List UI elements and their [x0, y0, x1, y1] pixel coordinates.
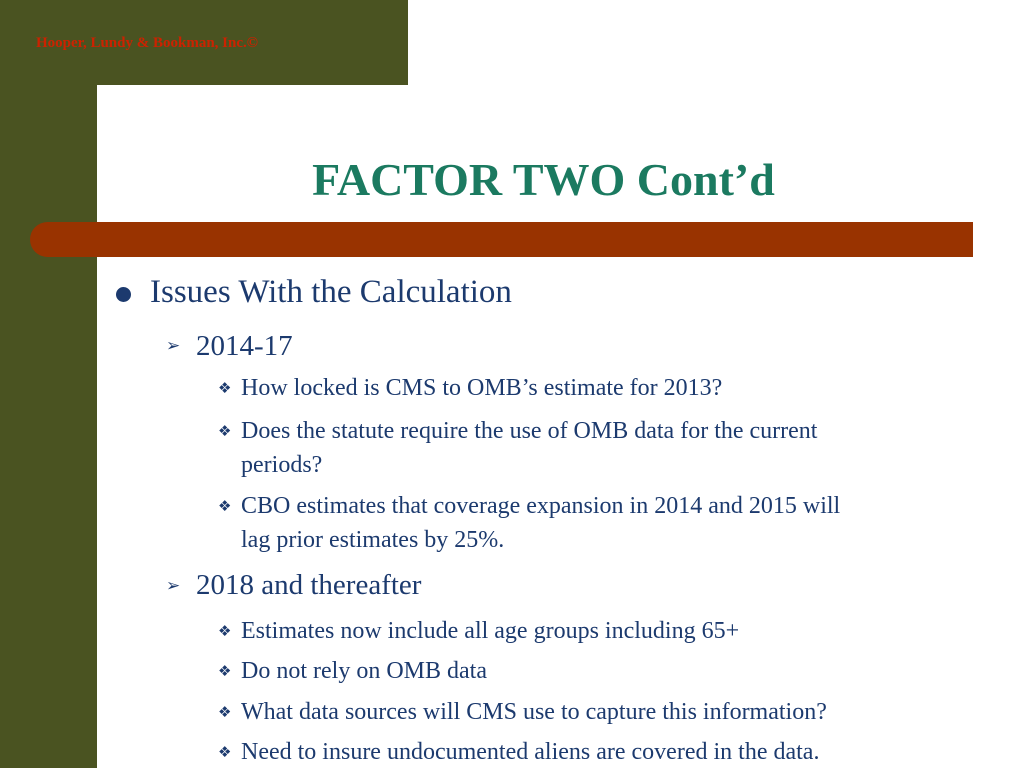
chevron-right-icon: ➢ [166, 336, 181, 356]
list-item: Do not rely on OMB data [241, 658, 487, 684]
four-diamond-icon: ❖ [218, 703, 232, 721]
chevron-right-icon: ➢ [166, 576, 181, 596]
bullet-issues: Issues With the Calculation [150, 274, 512, 310]
list-item: How locked is CMS to OMB’s estimate for 2013? [241, 375, 723, 401]
four-diamond-icon: ❖ [218, 497, 232, 515]
four-diamond-icon: ❖ [218, 743, 232, 761]
filled-circle-icon [116, 287, 131, 302]
list-item: CBO estimates that coverage expansion in 2014 and 2015 will [241, 493, 841, 519]
list-item: What data sources will CMS use to capture this information? [241, 699, 827, 725]
four-diamond-icon: ❖ [218, 379, 232, 397]
list-item: Need to insure undocumented aliens are covered in the data. [241, 739, 820, 765]
section-heading-2018: 2018 and thereafter [196, 569, 422, 601]
section-heading-2014: 2014-17 [196, 330, 293, 362]
four-diamond-icon: ❖ [218, 622, 232, 640]
list-item: Estimates now include all age groups including 65+ [241, 618, 740, 644]
four-diamond-icon: ❖ [218, 422, 232, 440]
list-item: Does the statute require the use of OMB data for the current [241, 418, 818, 444]
slide-title: FACTOR TWO Cont’d [312, 154, 775, 205]
copyright-text: Hooper, Lundy & Bookman, Inc.© [36, 35, 258, 51]
list-item-continuation: periods? [241, 452, 323, 478]
list-item-continuation: lag prior estimates by 25%. [241, 527, 505, 553]
four-diamond-icon: ❖ [218, 662, 232, 680]
